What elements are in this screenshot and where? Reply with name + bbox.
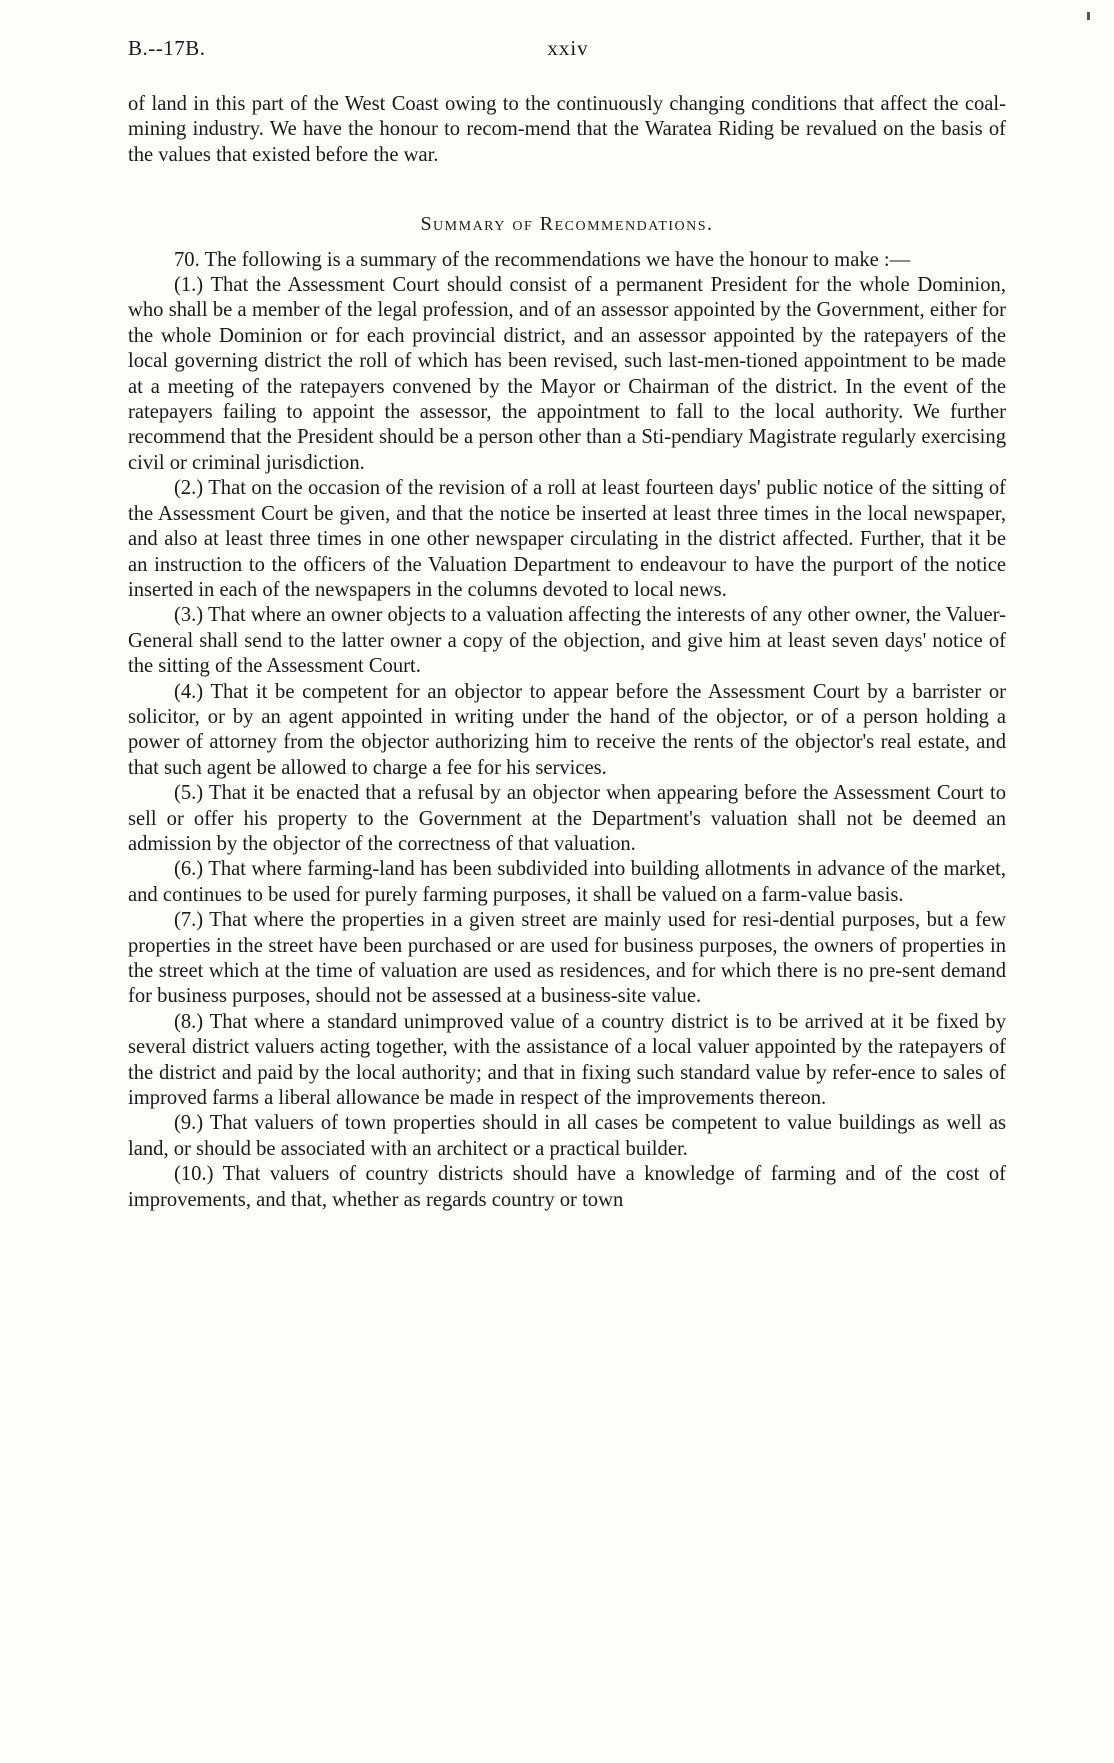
recommendation-5: (5.) That it be enacted that a refusal by an objector when appearing before the Assessment Court to sell or offer his property to the Government at the Department's valuation shall not be deemed an admission by the objector of the correctness of that valuation. xyxy=(128,782,1006,855)
recommendation-9: (9.) That valuers of town properties should in all cases be competent to value buildings as well as land, or should be associated with an architect or a practical builder. xyxy=(128,1112,1006,1160)
section-title-text: Summary of Recommendations. xyxy=(420,213,714,236)
section-title xyxy=(128,212,1006,237)
page-header xyxy=(128,36,1008,66)
recommendation-4: (4.) That it be competent for an objector to appear before the Assessment Court by a barrister or solicitor, or by an agent appointed in writing under the hand of the objector, or of a person holding a power of attorney from the objector authorizing him to receive the rents of the objector's real estate, and that such agent be allowed to charge a fee for his services. xyxy=(128,680,1006,779)
recommendation-7: (7.) That where the properties in a given street are mainly used for resi-dential purposes, but a few properties in the street have been purchased or are used for business purposes, the owners of properties in the street which at the time of valuation are used as residences, and for which there is no pre-sent demand for business purposes, should not be assessed at a business-site value. xyxy=(128,909,1006,1008)
recommendation-10: (10.) That valuers of country districts should have a knowledge of farming and of the cost of improvements, and that, whether as regards country or town xyxy=(128,1163,1006,1211)
recommendation-3: (3.) That where an owner objects to a valuation affecting the interests of any other owner, the Valuer-General shall send to the latter owner a copy of the objection, and give him at least seven days' notice of the sitting of the Assessment Court. xyxy=(128,604,1006,678)
recommendation-8: (8.) That where a standard unimproved value of a country district is to be arrived at it be fixed by several district valuers acting together, with the assistance of a local valuer appointed by the ratepayers of the district and paid by the local authority; and that in fixing such standard value by refer-ence to sales of improved farms a liberal allowance be made in respect of the improvements thereon. xyxy=(128,1010,1006,1110)
page-body xyxy=(128,92,1006,1213)
recommendation-6: (6.) That where farming-land has been subdivided into building allotments in advance of the market, and continues to be used for purely farming purposes, it shall be valued on a farm-value basis. xyxy=(128,858,1006,906)
recommendation-1: (1.) That the Assessment Court should consist of a permanent President for the whole Dominion, who shall be a member of the legal profession, and of an assessor appointed by the Government, either for the whole Dominion or for each provincial district, and an assessor appointed by the ratepayers of the local governing district the roll of which has been revised, such last-men-tioned appointment to be made at a meeting of the ratepayers convened by the Mayor or Chairman of the district. In the event of the ratepayers failing to appoint the assessor, the appointment to fall to the local authority. We further recommend that the President should be a person other than a Sti-pendiary Magistrate regularly exercising civil or criminal jurisdiction. xyxy=(128,274,1006,474)
continuation-paragraph: of land in this part of the West Coast owing to the continuously changing conditions that affect the coal-mining industry. We have the honour to recom-mend that the Waratea Riding be revalued on the basis of the values that existed before the war. xyxy=(128,93,1006,166)
paragraph-70: 70. The following is a summary of the recommendations we have the honour to make :— xyxy=(174,248,911,271)
page-number: xxiv xyxy=(547,36,589,60)
recommendation-2: (2.) That on the occasion of the revision of a roll at least fourteen days' public notice of the sitting of the Assessment Court be given, and that the notice be inserted at least three times in the local newspaper, and also at least three times in one other newspaper circulating in the district affected. Further, that it be an instruction to the officers of the Valuation Department to endeavour to have the purport of the notice inserted in each of the newspapers in the columns devoted to local news. xyxy=(128,477,1006,601)
scan-mark xyxy=(1087,12,1090,20)
document-reference: B.--17B. xyxy=(128,36,206,60)
